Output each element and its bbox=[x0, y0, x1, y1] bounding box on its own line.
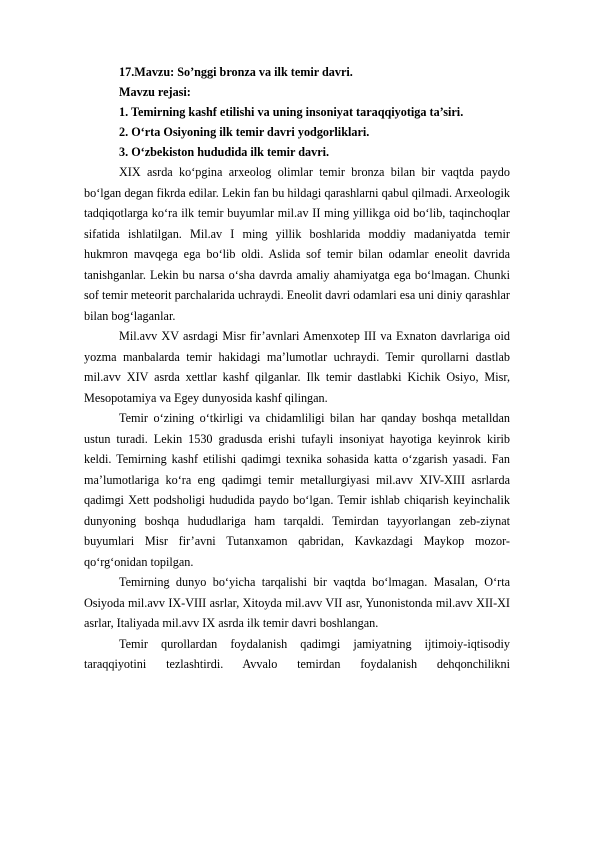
plan-item-1: 1. Temirning kashf etilishi va uning insoniyat taraqqiyotiga ta’siri. bbox=[119, 105, 464, 119]
document-page bbox=[84, 62, 510, 675]
paragraph-5: Temir qurollardan foydalanish qadimgi jamiyatning ijtimoiy-iqtisodiy taraqqiyotini tezlashtirdi. Avvalo temirdan foydalanish dehqonchilikni bbox=[84, 636, 510, 671]
plan-item-2: 2. O‘rta Osiyoning ilk temir davri yodgorliklari. bbox=[119, 125, 370, 139]
paragraph-4: Temirning dunyo bo‘yicha tarqalishi bir vaqtda bo‘lmagan. Masalan, O‘rta Osiyoda mil.avv IX-VIII asrlar, Xitoyda mil.avv VII asr, Yunonistonda mil.avv XII-XI asrlar, Italiyada mil.avv IX asrda ilk temir davri boshlangan. bbox=[84, 575, 510, 630]
paragraph-2: Mil.avv XV asrdagi Misr fir’avnlari Amenxotep III va Exnaton davrlariga oid yozma manbalarda temir hakidagi ma’lumotlar uchraydi. Temir qurollarni dastlab mil.avv XIV asrda xettlar kashf qilganlar. Ilk temir dastlabki Kichik Osiyo, Misr, Mesopotamiya va Egey dunyosida kashf qilingan. bbox=[84, 329, 510, 405]
paragraph-3: Temir o‘zining o‘tkirligi va chidamliligi bilan har qanday boshqa metalldan ustun turadi. Lekin 1530 gradusda erishi tufayli insoniyat hayotiga keyinrok kirib keldi. Temirning kashf etilishi qadimgi texnika sohasida katta o‘zgarish yasadi. Fan ma’lumotlariga ko‘ra eng qadimgi temir metallurgiyasi mil.avv XIV-XIII asrlarda qadimgi Xett podsholigi hududida paydo bo‘lgan. Temir ishlab chiqarish keyinchalik dunyoning boshqa hududlariga ham tarqaldi. Temirdan tayyorlangan zeb-ziynat buyumlari Misr fir’avni Tutanxamon qabridan, Kavkazdagi Maykop mozor-qo‘rg‘onidan topilgan. bbox=[84, 411, 510, 569]
plan-item-3: 3. O‘zbekiston hududida ilk temir davri. bbox=[119, 145, 330, 159]
plan-heading: Mavzu rejasi: bbox=[119, 85, 191, 99]
lecture-title: 17.Mavzu: So’nggi bronza va ilk temir davri. bbox=[119, 65, 353, 79]
paragraph-1: XIX asrda ko‘pgina arxeolog olimlar temir bronza bilan bir vaqtda paydo bo‘lgan degan fikrda edilar. Lekin fan bu hildagi qarashlarni qabul qilmadi. Arxeologik tadqiqotlarga ko‘ra ilk temir buyumlar mil.av II ming yillikga oid bo‘lib, taqinchoqlar sifatida ishlatilgan. Mil.av I ming yillik boshlarida moddiy madaniyatda temir hukmron mavqega ega bo‘lib oldi. Aslida sof temir bilan odamlar eneolit davrida tanishganlar. Lekin bu narsa o‘sha davrda amaliy ahamiyatga ega bo‘lmagan. Chunki sof temir meteorit parchalarida uchraydi. Eneolit davri odamlari esa uni diniy qarashlar bilan bog‘laganlar. bbox=[84, 165, 510, 323]
